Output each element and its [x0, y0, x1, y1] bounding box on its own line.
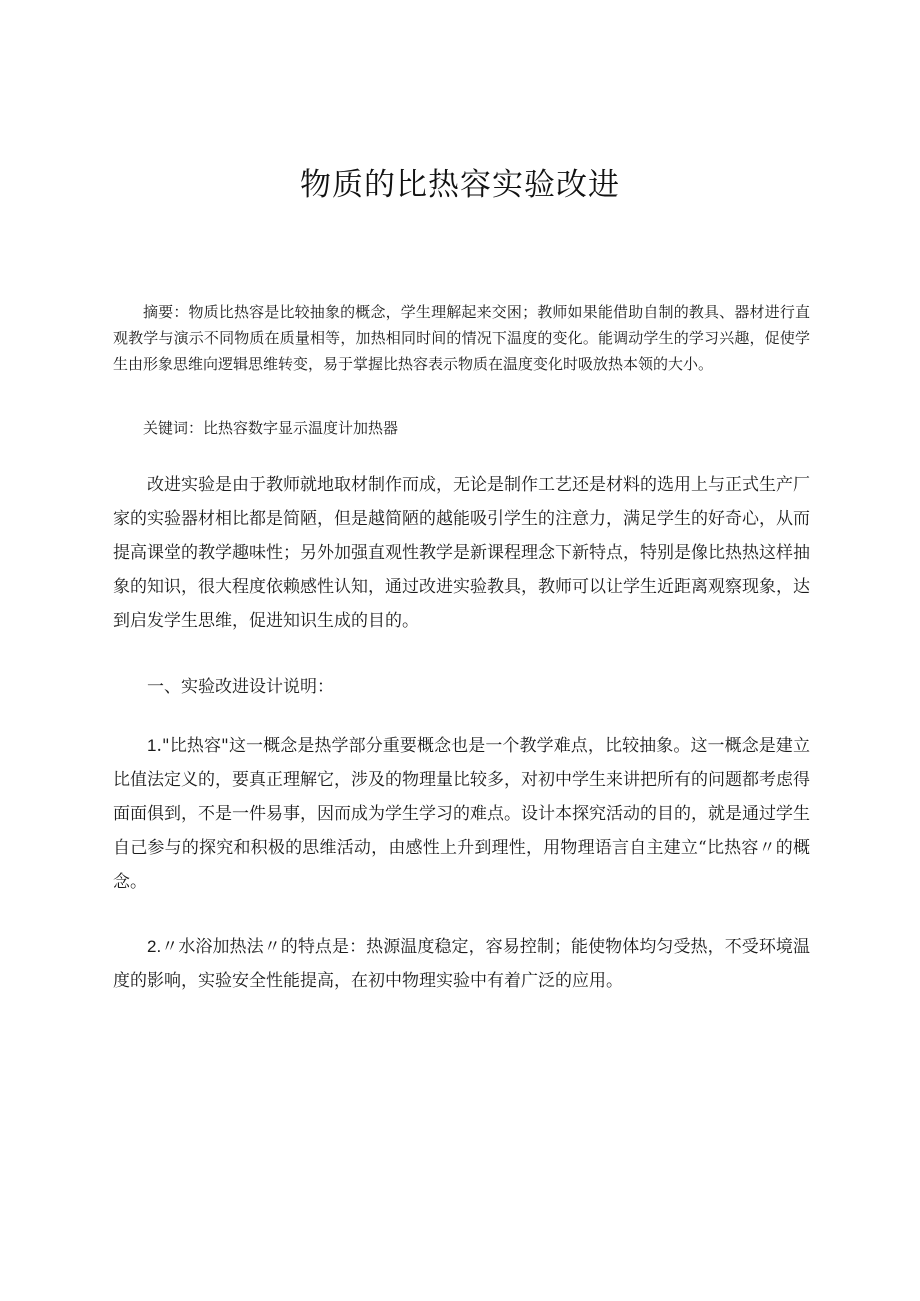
keywords-line: 关键词：比热容数字显示温度计加热器 [143, 419, 399, 437]
list-item-1-number: 1 [147, 736, 157, 755]
list-item-1 [113, 729, 810, 899]
document-title: 物质的比热容实验改进 [300, 167, 620, 203]
list-item-2 [113, 930, 810, 998]
list-item-2-text: 〃水浴加热法〃的特点是：热源温度稳定，容易控制；能使物体均匀受热，不受环境温度的影响，实验安全性能提高，在初中物理实验中有着广泛的应用。 [113, 937, 810, 991]
list-item-1-text: ."比热容"这一概念是热学部分重要概念也是一个教学难点，比较抽象。这一概念是建立比值法定义的，要真正理解它，涉及的物理量比较多，对初中学生来讲把所有的问题都考虑得面面俱到，不是一件易事，因而成为学生学习的难点。设计本探究活动的目的，就是通过学生自己参与的探究和积极的思维活动，由感性上升到理性，用物理语言自主建立“比热容〃的概念。 [113, 736, 810, 892]
section-heading: 一、实验改进设计说明： [147, 677, 334, 697]
intro-paragraph: 改进实验是由于教师就地取材制作而成，无论是制作工艺还是材料的选用上与正式生产厂家的实验器材相比都是简陋，但是越简陋的越能吸引学生的注意力，满足学生的好奇心，从而提高课堂的教学趣味性；另外加强直观性教学是新课程理念下新特点，特别是像比热热这样抽象的知识，很大程度依赖感性认知，通过改进实验教具，教师可以让学生近距离观察现象，达到启发学生思维，促进知识生成的目的。 [113, 475, 810, 631]
list-item-2-number: 2. [147, 937, 162, 956]
abstract-paragraph: 摘要：物质比热容是比较抽象的概念，学生理解起来交困；教师如果能借助自制的教具、器材进行直观教学与演示不同物质在质量相等，加热相同时间的情况下温度的变化。能调动学生的学习兴趣，促使学生由形象思维向逻辑思维转变，易于掌握比热容表示物质在温度变化时吸放热本领的大小。 [113, 303, 810, 373]
